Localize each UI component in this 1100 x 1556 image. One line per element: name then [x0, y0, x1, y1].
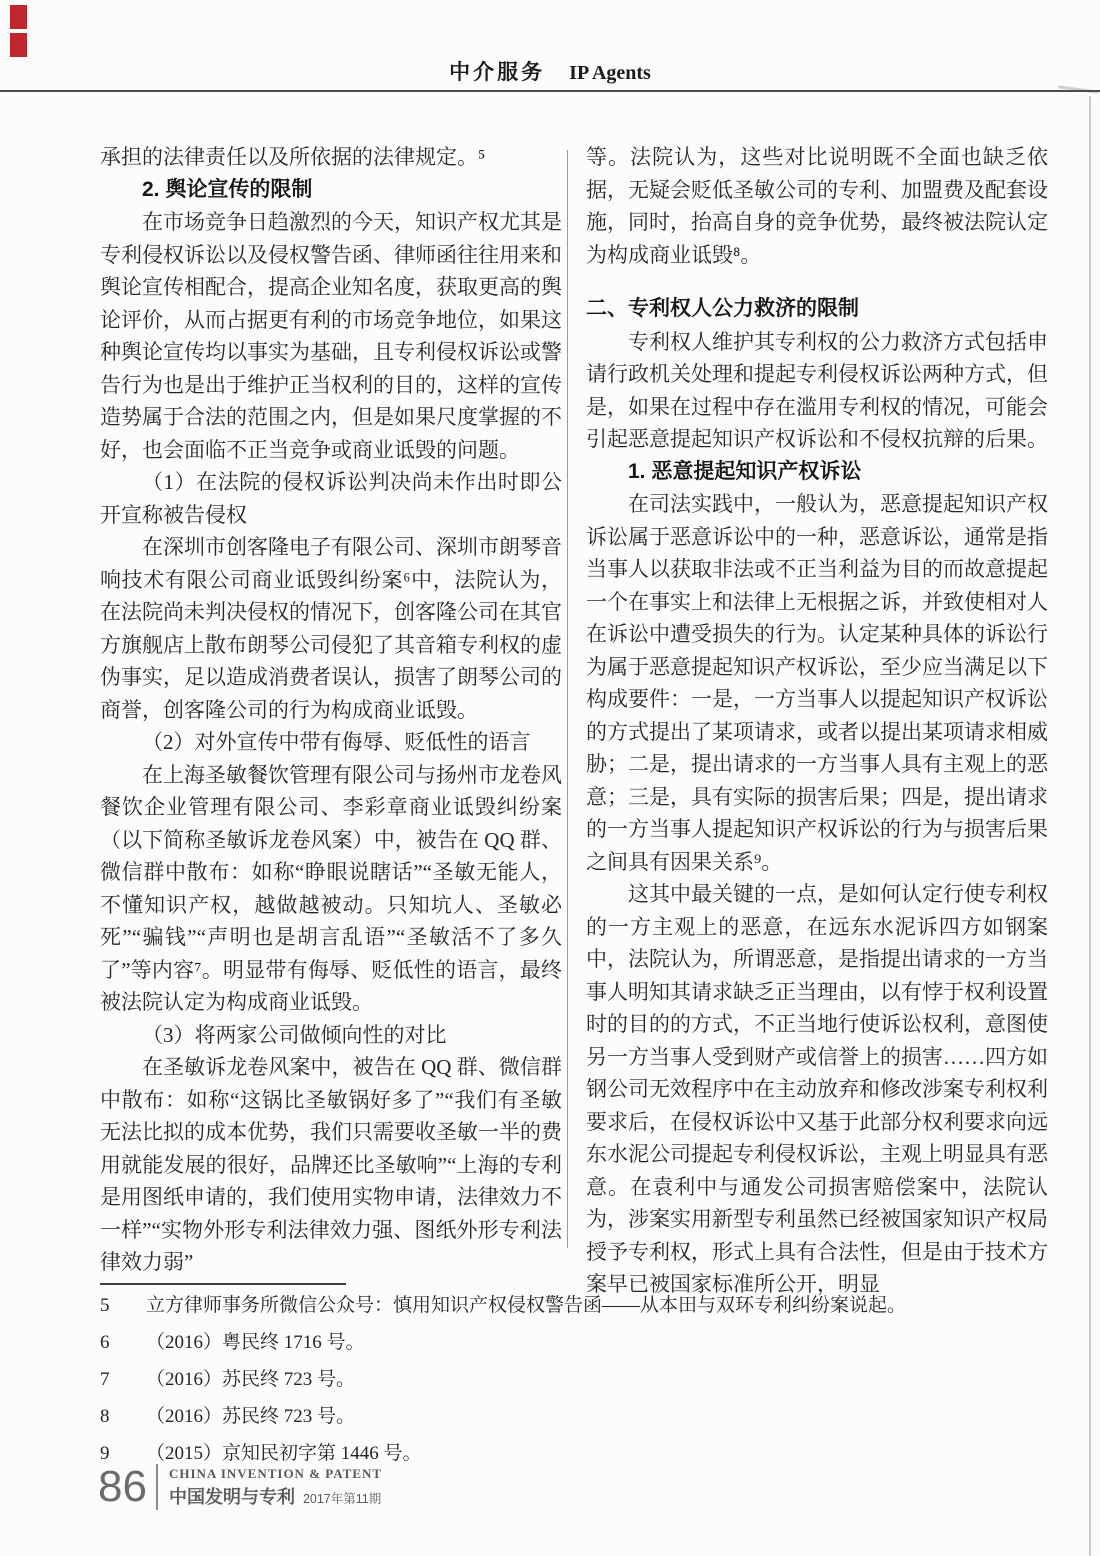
paragraph: 承担的法律责任以及所依据的法律规定。⁵ [100, 145, 486, 169]
journal-info [169, 1466, 382, 1509]
paragraph: 等。法院认为，这些对比说明既不全面也缺乏依据，无疑会贬低圣敏公司的专利、加盟费及配套设施，同时，抬高自身的竞争优势，最终被法院认定为构成商业诋毁⁸。 [586, 145, 1048, 267]
paragraph: 在司法实践中，一般认为，恶意提起知识产权诉讼属于恶意诉讼中的一种，恶意诉讼，通常是指当事人以获取非法或不正当利益为目的而故意提起一个在事实上和法律上无根据之诉，并致使相对人在诉讼中遭受损失的行为。认定某种具体的诉讼行为属于恶意提起知识产权诉讼，至少应当满足以下构成要件：一是，一方当事人以提起知识产权诉讼的方式提出了某项请求，或者以提出某项请求相威胁；二是，提出请求的一方当事人具有主观上的恶意；三是，具有实际的损害后果；四是，提出请求的一方当事人提起知识产权诉讼的行为与损害后果之间具有因果关系⁹。 [586, 492, 1048, 874]
footnote-number: 6 [100, 1332, 110, 1353]
page-edge-shadow [1089, 96, 1091, 1556]
paragraph: 在深圳市创客隆电子有限公司、深圳市朗琴音响技术有限公司商业诋毁纠纷案⁶中，法院认为，在法院尚未判决侵权的情况下，创客隆公司在其官方旗舰店上散布朗琴公司侵犯了其音箱专利权的虚伪事实，足以造成消费者误认，损害了朗琴公司的商誉，创客隆公司的行为构成商业诋毁。 [100, 535, 562, 722]
page-number: 86 [98, 1462, 147, 1511]
footnote [100, 1442, 970, 1465]
footnote-text: （2016）苏民终 723 号。 [146, 1369, 356, 1390]
footer-divider-bar [156, 1464, 158, 1510]
paragraph: 专利权人维护其专利权的公力救济方式包括申请行政机关处理和提起专利侵权诉讼两种方式，但是，如果在过程中存在滥用专利权的情况，可能会引起恶意提起知识产权诉讼和不侵权抗辩的后果。 [586, 329, 1048, 451]
footnote-text: （2016）苏民终 723 号。 [146, 1406, 356, 1427]
sub-heading: 1. 恶意提起知识产权诉讼 [628, 459, 862, 483]
paragraph: 在上海圣敏餐饮管理有限公司与扬州市龙卷风餐饮企业管理有限公司、李彩章商业诋毁纠纷案（以下简称圣敏诉龙卷风案）中，被告在 QQ 群、微信群中散布：如称“睁眼说瞎话”“圣敏无能人，不懂知识产权，越做越被动。只知坑人、圣敏必死”“骗钱”“声明也是胡言乱语”“圣敏活不了多久了”等内容⁷。明显带有侮辱、贬低性的语言，最终被法院认定为构成商业诋毁。 [100, 762, 562, 1014]
page-footer [98, 1464, 382, 1510]
footnote-number: 7 [100, 1369, 110, 1390]
sub-heading: 2. 舆论宣传的限制 [142, 177, 313, 201]
text-column-right [586, 141, 1048, 1301]
paragraph: 在圣敏诉龙卷风案中，被告在 QQ 群、微信群中散布：如称“这锅比圣敏锅好多了”“我们有圣敏无法比拟的成本优势，我们只需要收圣敏一半的费用就能发展的很好，品牌还比圣敏响”“上海的专利是用图纸申请的，我们使用实物申请，法律效力不一样”“实物外形专利法律效力强、图纸外形专利法律效力弱” [100, 1055, 562, 1274]
journal-name-en: CHINA INVENTION & PATENT [168, 1465, 383, 1481]
paragraph: 在市场竞争日趋激烈的今天，知识产权尤其是专利侵权诉讼以及侵权警告函、律师函往往用来和舆论宣传相配合，提高企业知名度，获取更高的舆论评价，从而占据更有利的市场竞争地位，如果这种舆论宣传均以事实为基础，且专利侵权诉讼或警告行为也是出于维护正当权利的目的，这样的宣传造势属于合法的范围之内，但是如果尺度掌握的不好，也会面临不正当竞争或商业诋毁的问题。 [100, 210, 562, 462]
footnote-separator [100, 1283, 346, 1285]
footnote-number: 8 [100, 1406, 110, 1427]
footnote [100, 1368, 970, 1391]
footnote-number: 5 [100, 1295, 110, 1316]
text-column-left [100, 141, 562, 1279]
scan-color-mark [10, 5, 27, 29]
footnote [100, 1405, 970, 1428]
scan-color-mark [10, 33, 27, 57]
paragraph: 这其中最关键的一点，是如何认定行使专利权的一方主观上的恶意，在远东水泥诉四方如钢案中，法院认为，所谓恶意，是指提出请求的一方当事人明知其请求缺乏正当理由，以有悖于权利设置时的目的的方式，不正当地行使诉讼权利，意图使另一方当事人受到财产或信誉上的损害……四方如钢公司无效程序中在主动放弃和修改涉案专利权利要求后，在侵权诉讼中又基于此部分权利要求向远东水泥公司提起专利侵权诉讼，主观上明显具有恶意。在袁利中与通发公司损害赔偿案中，法院认为，涉案实用新型专利虽然已经被国家知识产权局授予专利权，形式上具有合法性，但是由于技术方案早已被国家标准所公开，明显 [586, 882, 1048, 1296]
journal-name-cn-line [169, 1483, 382, 1509]
page-header [0, 56, 1100, 86]
journal-name-cn: 中国发明与专利 [168, 1486, 295, 1507]
header-rule [0, 90, 1100, 92]
footnote-number: 9 [100, 1443, 110, 1464]
paragraph: （2）对外宣传中带有侮辱、贬低性的语言 [142, 730, 531, 754]
section-heading: 二、专利权人公力救济的限制 [586, 297, 859, 320]
column-divider [567, 150, 568, 1248]
footnote-text: （2016）粤民终 1716 号。 [146, 1332, 365, 1353]
footnote-text: 立方律师事务所微信公众号：慎用知识产权侵权警告函——从本田与双环专利纠纷案说起。 [146, 1295, 907, 1316]
paragraph: （3）将两家公司做倾向性的对比 [142, 1022, 447, 1047]
journal-issue: 2017年第11期 [302, 1491, 382, 1506]
paragraph: （1）在法院的侵权诉讼判决尚未作出时即公开宣称被告侵权 [100, 470, 562, 527]
footnote-text: （2015）京知民初字第 1446 号。 [146, 1443, 422, 1464]
section-title-cn: 中介服务 [449, 61, 546, 84]
section-title-en: IP Agents [569, 62, 651, 84]
footnotes-block [100, 1294, 970, 1479]
footnote [100, 1331, 970, 1354]
footnote [100, 1294, 970, 1317]
